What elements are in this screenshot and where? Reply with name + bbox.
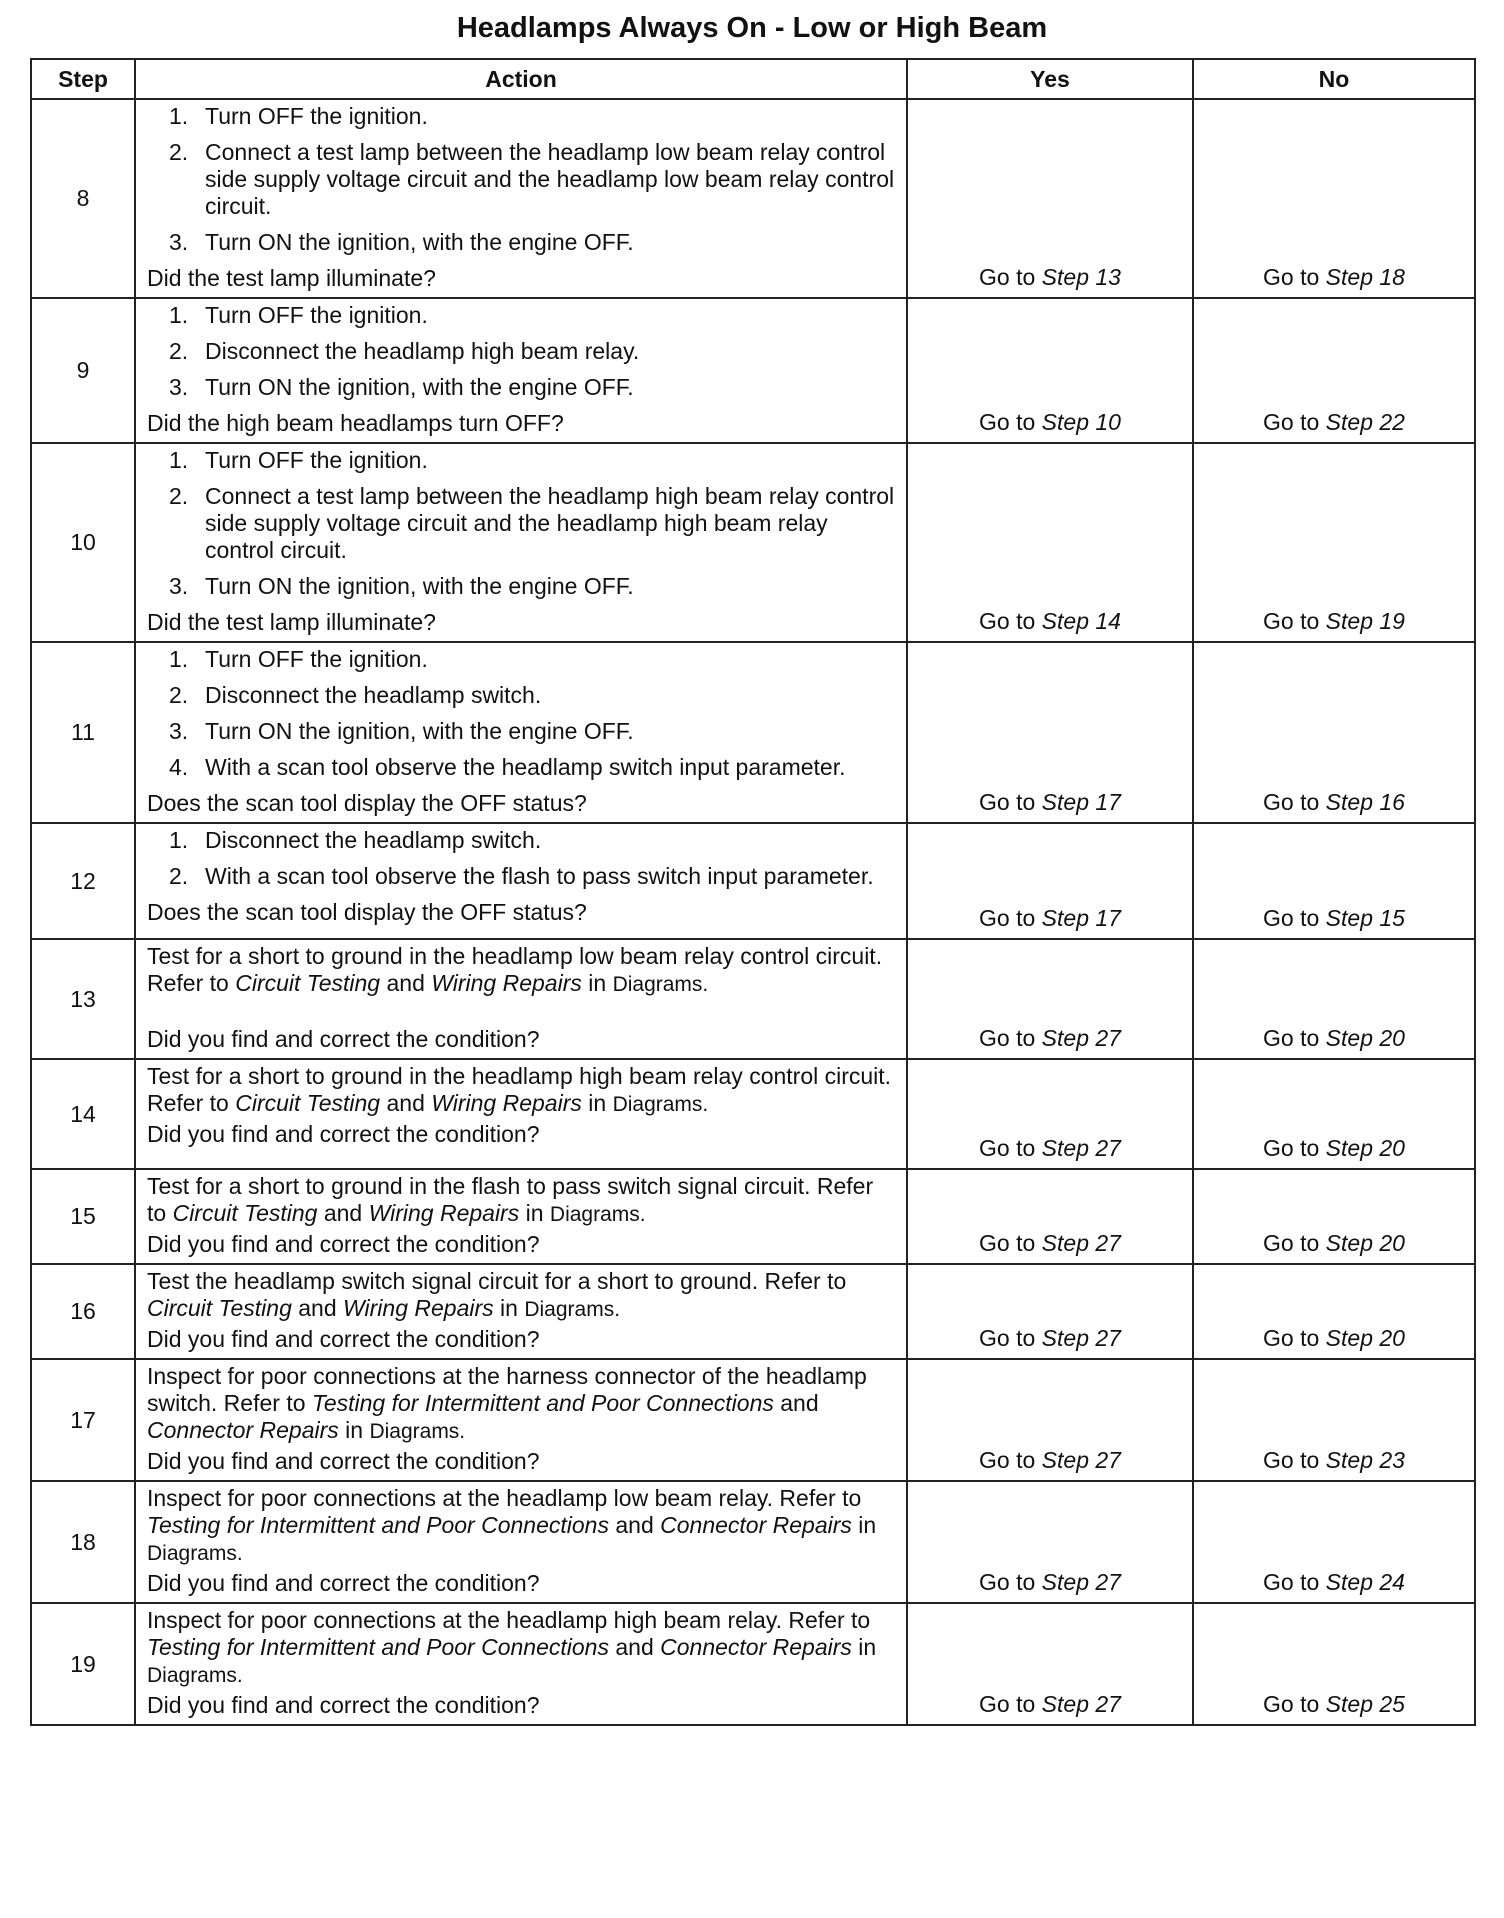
no-result-cell [1193, 1169, 1475, 1264]
reference-link: Connector Repairs [660, 1634, 852, 1660]
goto-prefix: Go to [1263, 264, 1320, 290]
table-row [31, 1359, 1475, 1481]
action-question: Did you find and correct the condition? [147, 1448, 540, 1474]
yes-column-header: Yes [907, 59, 1193, 99]
instruction-text: Inspect for poor connections at the headlamp high beam relay. Refer to [147, 1607, 871, 1633]
reference-link: Wiring Repairs [431, 1090, 582, 1116]
instruction-text: in [581, 970, 613, 996]
goto-prefix: Go to [1263, 1230, 1320, 1256]
yes-result-cell [907, 99, 1193, 298]
instruction-text: Test for a short to ground in the headlamp high beam relay control circuit. Refer to [147, 1063, 892, 1116]
goto-prefix: Go to [1263, 1135, 1320, 1161]
yes-result-cell [907, 1059, 1193, 1169]
step-number: 10 [31, 443, 135, 642]
action-cell [135, 642, 907, 823]
document-name: Diagrams. [147, 1542, 243, 1565]
action-step-item [147, 483, 896, 564]
table-row [31, 298, 1475, 443]
action-column-header: Action [135, 59, 907, 99]
action-step-text: Turn ON the ignition, with the engine OFF. [205, 573, 634, 599]
action-step-number: 1. [169, 103, 189, 129]
action-cell [135, 1059, 907, 1169]
goto-prefix: Go to [979, 1025, 1036, 1051]
action-step-item [147, 646, 896, 673]
action-step-text: Disconnect the headlamp switch. [205, 827, 542, 853]
instruction-text: in [851, 1634, 877, 1660]
action-instruction [147, 1485, 896, 1567]
goto-prefix: Go to [1263, 1025, 1320, 1051]
no-result-cell [1193, 99, 1475, 298]
goto-prefix: Go to [1263, 905, 1320, 931]
action-steps [147, 646, 896, 781]
instruction-text: Inspect for poor connections at the harness connector of the headlamp switch. Refer to [147, 1363, 867, 1416]
instruction-text: in [581, 1090, 613, 1116]
reference-link: Testing for Intermittent and Poor Connections [147, 1512, 609, 1538]
action-cell [135, 1603, 907, 1725]
action-instruction [147, 1268, 896, 1323]
no-column-header: No [1193, 59, 1475, 99]
reference-link: Circuit Testing [172, 1200, 318, 1226]
action-step-item [147, 863, 896, 890]
reference-link: Wiring Repairs [343, 1295, 494, 1321]
action-cell [135, 99, 907, 298]
step-number: 9 [31, 298, 135, 443]
yes-target-step: Step 14 [1041, 608, 1121, 634]
action-step-text: Turn OFF the ignition. [205, 447, 428, 473]
instruction-text: and [291, 1295, 344, 1321]
action-step-item [147, 754, 896, 781]
yes-result-cell [907, 1169, 1193, 1264]
action-cell [135, 1359, 907, 1481]
action-cell [135, 298, 907, 443]
step-number: 15 [31, 1169, 135, 1264]
action-question: Did the test lamp illuminate? [147, 265, 436, 291]
action-steps [147, 103, 896, 256]
yes-target-step: Step 27 [1041, 1447, 1121, 1473]
yes-target-step: Step 27 [1041, 1025, 1121, 1051]
action-cell [135, 1264, 907, 1359]
action-instruction [147, 1607, 896, 1689]
instruction-text: Test the headlamp switch signal circuit for a short to ground. Refer to [147, 1268, 847, 1294]
reference-link: Connector Repairs [660, 1512, 852, 1538]
action-step-text: With a scan tool observe the headlamp switch input parameter. [205, 754, 846, 780]
action-step-number: 1. [169, 646, 189, 672]
step-number: 18 [31, 1481, 135, 1603]
action-question: Did you find and correct the condition? [147, 1231, 540, 1257]
table-row [31, 823, 1475, 939]
instruction-text: and [317, 1200, 369, 1226]
goto-prefix: Go to [1263, 1691, 1320, 1717]
no-target-step: Step 20 [1325, 1135, 1405, 1161]
yes-target-step: Step 27 [1041, 1569, 1121, 1595]
reference-link: Circuit Testing [235, 970, 381, 996]
goto-prefix: Go to [1263, 409, 1320, 435]
action-step-number: 2. [169, 682, 189, 708]
no-result-cell [1193, 443, 1475, 642]
instruction-text: and [608, 1634, 661, 1660]
action-step-item [147, 718, 896, 745]
document-name: Diagrams. [549, 1203, 646, 1226]
no-target-step: Step 20 [1325, 1325, 1405, 1351]
action-step-text: Connect a test lamp between the headlamp high beam relay control side supply voltage circuit and the headlamp high beam relay control circuit. [205, 483, 895, 563]
action-step-number: 2. [169, 483, 189, 509]
table-row [31, 1264, 1475, 1359]
reference-link: Circuit Testing [147, 1295, 292, 1321]
step-number: 11 [31, 642, 135, 823]
instruction-text: in [851, 1512, 877, 1538]
yes-target-step: Step 10 [1041, 409, 1121, 435]
no-target-step: Step 15 [1325, 905, 1405, 931]
yes-target-step: Step 27 [1041, 1135, 1121, 1161]
action-step-number: 1. [169, 827, 189, 853]
action-question: Did you find and correct the condition? [147, 1326, 540, 1352]
yes-result-cell [907, 298, 1193, 443]
action-instruction [147, 1363, 896, 1445]
yes-result-cell [907, 1481, 1193, 1603]
action-question: Did the test lamp illuminate? [147, 609, 436, 635]
action-step-item [147, 447, 896, 474]
no-result-cell [1193, 823, 1475, 939]
step-number: 14 [31, 1059, 135, 1169]
no-target-step: Step 25 [1325, 1691, 1405, 1717]
action-step-item [147, 573, 896, 600]
action-cell [135, 1481, 907, 1603]
no-result-cell [1193, 298, 1475, 443]
goto-prefix: Go to [979, 1135, 1036, 1161]
step-column-header: Step [31, 59, 135, 99]
table-row [31, 1481, 1475, 1603]
step-number: 19 [31, 1603, 135, 1725]
instruction-text: Test for a short to ground in the flash to pass switch signal circuit. Refer to [147, 1173, 874, 1226]
step-number: 13 [31, 939, 135, 1059]
no-target-step: Step 23 [1325, 1447, 1405, 1473]
action-step-number: 3. [169, 718, 189, 744]
yes-result-cell [907, 939, 1193, 1059]
action-steps [147, 447, 896, 600]
action-question: Does the scan tool display the OFF status? [147, 790, 587, 816]
yes-result-cell [907, 642, 1193, 823]
action-step-text: Disconnect the headlamp high beam relay. [205, 338, 640, 364]
action-step-number: 1. [169, 447, 189, 473]
yes-result-cell [907, 1264, 1193, 1359]
header-row [31, 59, 1475, 99]
reference-link: Circuit Testing [235, 1090, 381, 1116]
action-step-item [147, 374, 896, 401]
instruction-text: in [519, 1200, 550, 1226]
yes-target-step: Step 27 [1041, 1325, 1121, 1351]
no-target-step: Step 24 [1325, 1569, 1405, 1595]
action-step-text: With a scan tool observe the flash to pass switch input parameter. [205, 863, 874, 889]
reference-link: Connector Repairs [147, 1417, 339, 1443]
action-step-text: Disconnect the headlamp switch. [205, 682, 542, 708]
action-step-number: 3. [169, 229, 189, 255]
action-step-number: 4. [169, 754, 189, 780]
no-target-step: Step 19 [1325, 608, 1405, 634]
action-step-number: 2. [169, 139, 189, 165]
no-result-cell [1193, 1481, 1475, 1603]
action-instruction [147, 1063, 896, 1118]
instruction-text: Test for a short to ground in the headlamp low beam relay control circuit. Refer to [147, 943, 883, 996]
instruction-text: and [773, 1390, 819, 1416]
goto-prefix: Go to [1263, 608, 1320, 634]
yes-target-step: Step 17 [1041, 789, 1121, 815]
action-step-number: 1. [169, 302, 189, 328]
goto-prefix: Go to [1263, 789, 1320, 815]
no-result-cell [1193, 939, 1475, 1059]
action-step-item [147, 827, 896, 854]
reference-link: Testing for Intermittent and Poor Connections [147, 1634, 609, 1660]
yes-result-cell [907, 443, 1193, 642]
action-step-item [147, 139, 896, 220]
action-instruction [147, 943, 896, 998]
step-number: 12 [31, 823, 135, 939]
action-question: Did the high beam headlamps turn OFF? [147, 410, 564, 436]
action-step-text: Turn OFF the ignition. [205, 103, 428, 129]
step-number: 16 [31, 1264, 135, 1359]
action-step-number: 2. [169, 338, 189, 364]
goto-prefix: Go to [979, 1569, 1036, 1595]
document-name: Diagrams. [612, 1093, 709, 1116]
table-body [31, 99, 1475, 1725]
action-cell [135, 1169, 907, 1264]
goto-prefix: Go to [979, 905, 1036, 931]
yes-target-step: Step 17 [1041, 905, 1121, 931]
goto-prefix: Go to [1263, 1325, 1320, 1351]
step-number: 8 [31, 99, 135, 298]
document-name: Diagrams. [369, 1420, 466, 1443]
table-row [31, 1603, 1475, 1725]
table-row [31, 443, 1475, 642]
action-step-text: Turn OFF the ignition. [205, 302, 428, 328]
action-cell [135, 823, 907, 939]
table-row [31, 642, 1475, 823]
table-header [31, 59, 1475, 99]
action-cell [135, 443, 907, 642]
action-step-number: 2. [169, 863, 189, 889]
goto-prefix: Go to [979, 608, 1036, 634]
goto-prefix: Go to [979, 789, 1036, 815]
goto-prefix: Go to [979, 409, 1036, 435]
no-result-cell [1193, 1059, 1475, 1169]
yes-result-cell [907, 1359, 1193, 1481]
action-question: Did you find and correct the condition? [147, 1121, 540, 1147]
action-step-item [147, 682, 896, 709]
document-name: Diagrams. [147, 1664, 243, 1687]
instruction-text: Inspect for poor connections at the headlamp low beam relay. Refer to [147, 1485, 862, 1511]
action-question: Did you find and correct the condition? [147, 1692, 540, 1718]
goto-prefix: Go to [979, 1447, 1036, 1473]
no-result-cell [1193, 1603, 1475, 1725]
diagnostic-table [30, 58, 1476, 1726]
yes-target-step: Step 13 [1041, 264, 1121, 290]
action-question: Did you find and correct the condition? [147, 1026, 540, 1052]
action-instruction [147, 1173, 896, 1228]
action-steps [147, 827, 896, 890]
yes-target-step: Step 27 [1041, 1230, 1121, 1256]
action-step-item [147, 338, 896, 365]
action-step-item [147, 302, 896, 329]
document-name: Diagrams. [612, 973, 709, 996]
table-row [31, 1059, 1475, 1169]
instruction-text: in [338, 1417, 370, 1443]
table-row [31, 1169, 1475, 1264]
no-result-cell [1193, 1264, 1475, 1359]
page-title: Headlamps Always On - Low or High Beam [456, 12, 1048, 44]
step-number: 17 [31, 1359, 135, 1481]
no-target-step: Step 20 [1325, 1230, 1405, 1256]
action-step-text: Turn ON the ignition, with the engine OFF. [205, 718, 634, 744]
yes-result-cell [907, 823, 1193, 939]
instruction-text: in [493, 1295, 525, 1321]
action-question: Did you find and correct the condition? [147, 1570, 540, 1596]
action-cell [135, 939, 907, 1059]
no-target-step: Step 18 [1325, 264, 1405, 290]
instruction-text: and [380, 970, 432, 996]
reference-link: Wiring Repairs [431, 970, 582, 996]
no-result-cell [1193, 642, 1475, 823]
action-step-text: Turn ON the ignition, with the engine OFF. [205, 374, 634, 400]
goto-prefix: Go to [1263, 1569, 1320, 1595]
no-target-step: Step 20 [1325, 1025, 1405, 1051]
action-steps [147, 302, 896, 401]
instruction-text: and [608, 1512, 661, 1538]
table-row [31, 99, 1475, 298]
action-step-text: Turn ON the ignition, with the engine OFF. [205, 229, 634, 255]
instruction-text: and [380, 1090, 432, 1116]
goto-prefix: Go to [1263, 1447, 1320, 1473]
action-step-text: Turn OFF the ignition. [205, 646, 428, 672]
yes-result-cell [907, 1603, 1193, 1725]
no-result-cell [1193, 1359, 1475, 1481]
action-step-number: 3. [169, 573, 189, 599]
reference-link: Testing for Intermittent and Poor Connections [311, 1390, 774, 1416]
goto-prefix: Go to [979, 264, 1036, 290]
table-row [31, 939, 1475, 1059]
action-step-number: 3. [169, 374, 189, 400]
goto-prefix: Go to [979, 1230, 1036, 1256]
reference-link: Wiring Repairs [368, 1200, 520, 1226]
goto-prefix: Go to [979, 1691, 1036, 1717]
no-target-step: Step 22 [1325, 409, 1405, 435]
action-step-item [147, 103, 896, 130]
action-step-item [147, 229, 896, 256]
no-target-step: Step 16 [1325, 789, 1405, 815]
goto-prefix: Go to [979, 1325, 1036, 1351]
yes-target-step: Step 27 [1041, 1691, 1121, 1717]
document-name: Diagrams. [524, 1298, 621, 1321]
action-question: Does the scan tool display the OFF status? [147, 899, 587, 925]
action-step-text: Connect a test lamp between the headlamp low beam relay control side supply voltage circuit and the headlamp low beam relay control circuit. [205, 139, 895, 219]
